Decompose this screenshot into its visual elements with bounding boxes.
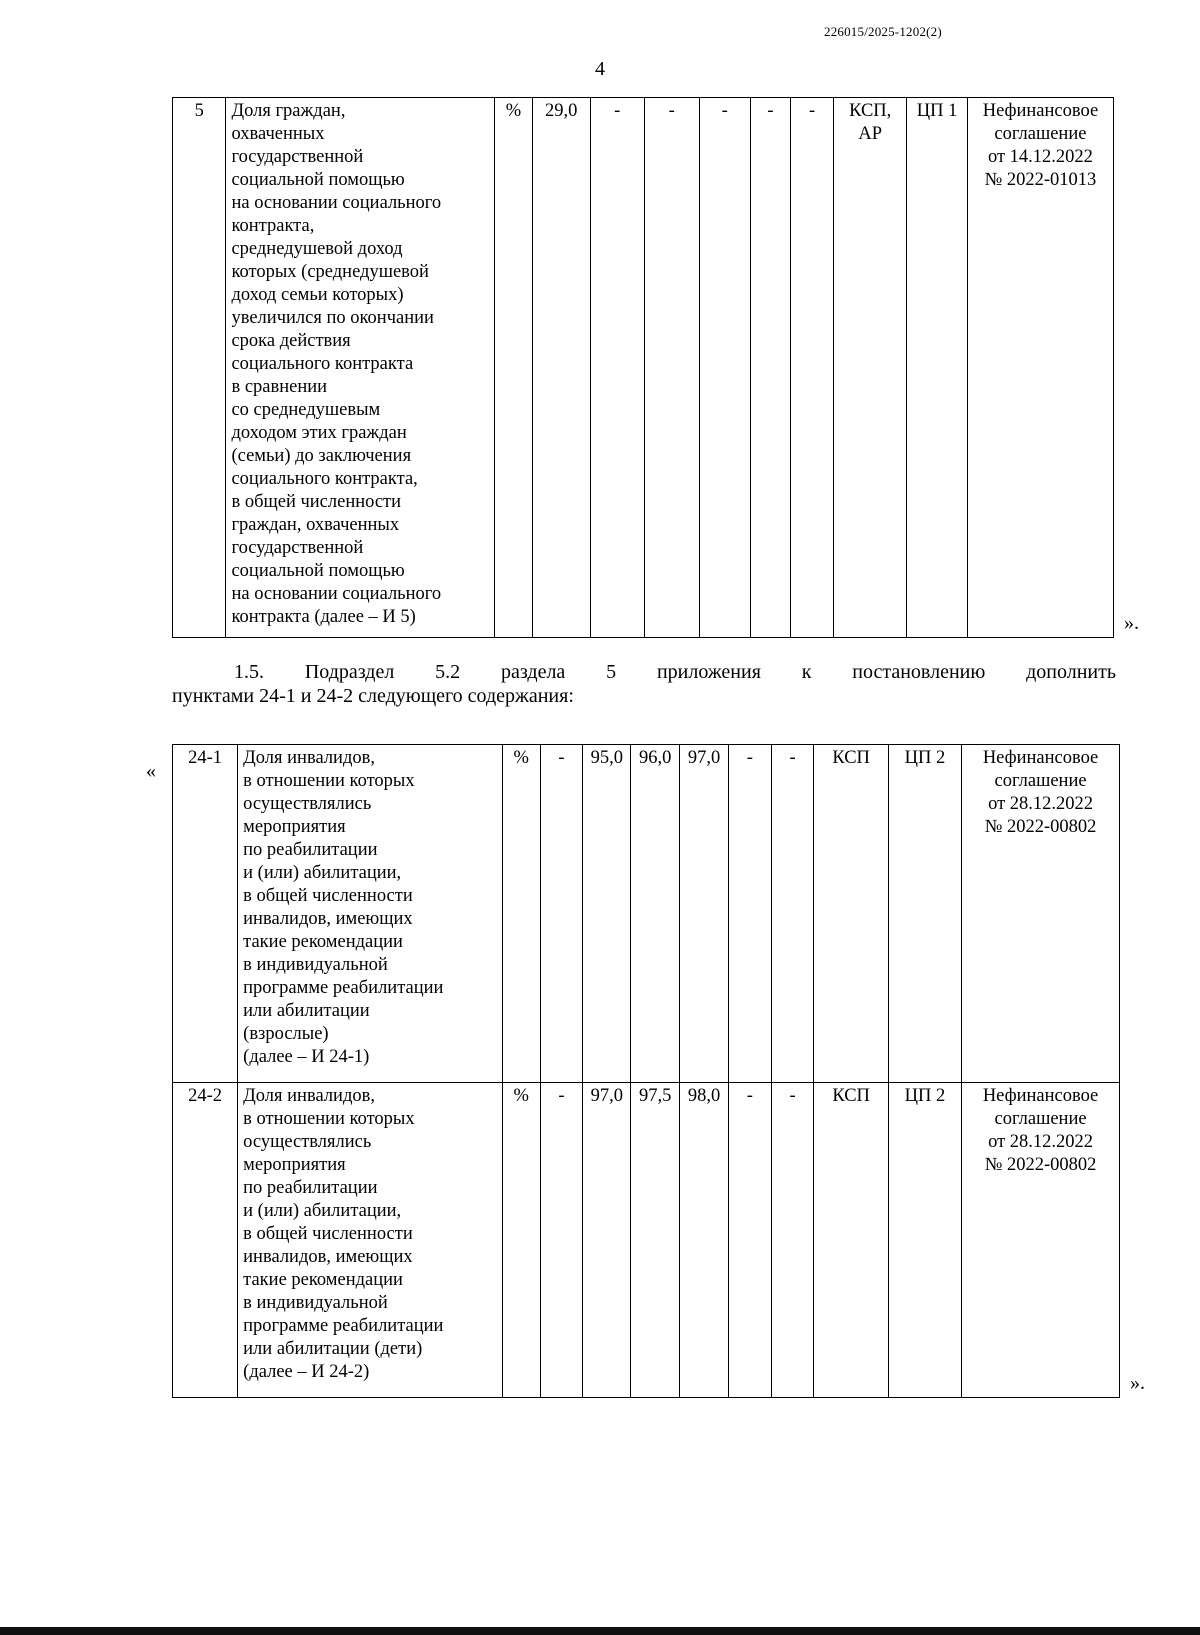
value-cell: 97,5 <box>631 1083 680 1398</box>
source-cell: Нефинансовое соглашение от 28.12.2022 № 2022-00802 <box>962 745 1120 1083</box>
amendment-paragraph <box>172 660 1116 708</box>
row-number: 5 <box>173 98 226 638</box>
paragraph-line: пунктами 24-1 и 24-2 следующего содержания: <box>172 685 574 707</box>
row-number: 24-2 <box>173 1083 238 1398</box>
value-cell: - <box>771 1083 814 1398</box>
value-cell: - <box>771 745 814 1083</box>
value-cell: - <box>791 98 834 638</box>
base-value-cell: - <box>540 745 583 1083</box>
indicator-description: Доля граждан, охваченных государственной социальной помощью на основании социального контракта, среднедушевой доход которых (среднедушевой доход семьи которых) увеличился по окончании срока действия социального контракта в сравнении со среднедушевым доходом этих граждан (семьи) до заключения социального контракта, в общей численности граждан, охваченных государственной социальной помощью на основании социального контракта (далее – И 5) <box>226 98 494 638</box>
table-row <box>173 98 1114 638</box>
indicator-description: Доля инвалидов, в отношении которых осуществлялись мероприятия по реабилитации и (или) абилитации, в общей численности инвалидов, имеющих такие рекомендации в индивидуальной программе реабилитации или абилитации (взрослые) (далее – И 24-1) <box>238 745 503 1083</box>
row-number: 24-1 <box>173 745 238 1083</box>
value-cell: - <box>645 98 700 638</box>
value-cell: 97,0 <box>680 745 729 1083</box>
value-cell: - <box>750 98 790 638</box>
page-number: 4 <box>595 58 605 80</box>
unit-cell: % <box>494 98 532 638</box>
responsible-cell: КСП, АР <box>834 98 907 638</box>
source-cell: Нефинансовое соглашение от 14.12.2022 № 2022-01013 <box>967 98 1113 638</box>
value-cell: - <box>699 98 750 638</box>
value-cell: - <box>728 745 771 1083</box>
base-value-cell: 29,0 <box>532 98 590 638</box>
source-cell: Нефинансовое соглашение от 28.12.2022 № 2022-00802 <box>962 1083 1120 1398</box>
value-cell: 96,0 <box>631 745 680 1083</box>
opening-quote: « <box>146 760 156 782</box>
closing-quote: ». <box>1124 612 1139 634</box>
responsible-cell: КСП <box>814 1083 888 1398</box>
value-cell: 97,0 <box>583 1083 631 1398</box>
value-cell: 98,0 <box>680 1083 729 1398</box>
table-row <box>173 745 1120 1083</box>
responsible-cell: КСП <box>814 745 888 1083</box>
unit-cell: % <box>502 1083 540 1398</box>
unit-cell: % <box>502 745 540 1083</box>
value-cell: - <box>590 98 645 638</box>
scan-bottom-edge <box>0 1627 1200 1635</box>
paragraph-line: 1.5. Подраздел 5.2 раздела 5 приложения к постановлению дополнить <box>234 661 1116 683</box>
value-cell: 95,0 <box>583 745 631 1083</box>
table-row <box>173 1083 1120 1398</box>
goal-cell: ЦП 2 <box>888 745 961 1083</box>
value-cell: - <box>728 1083 771 1398</box>
registration-number: 226015/2025-1202(2) <box>824 24 942 39</box>
indicator-table-2 <box>172 744 1120 1398</box>
goal-cell: ЦП 2 <box>888 1083 961 1398</box>
goal-cell: ЦП 1 <box>907 98 968 638</box>
indicator-description: Доля инвалидов, в отношении которых осуществлялись мероприятия по реабилитации и (или) абилитации, в общей численности инвалидов, имеющих такие рекомендации в индивидуальной программе реабилитации или абилитации (дети) (далее – И 24-2) <box>238 1083 503 1398</box>
closing-quote: ». <box>1130 1372 1145 1394</box>
indicator-table-1 <box>172 97 1114 638</box>
base-value-cell: - <box>540 1083 583 1398</box>
